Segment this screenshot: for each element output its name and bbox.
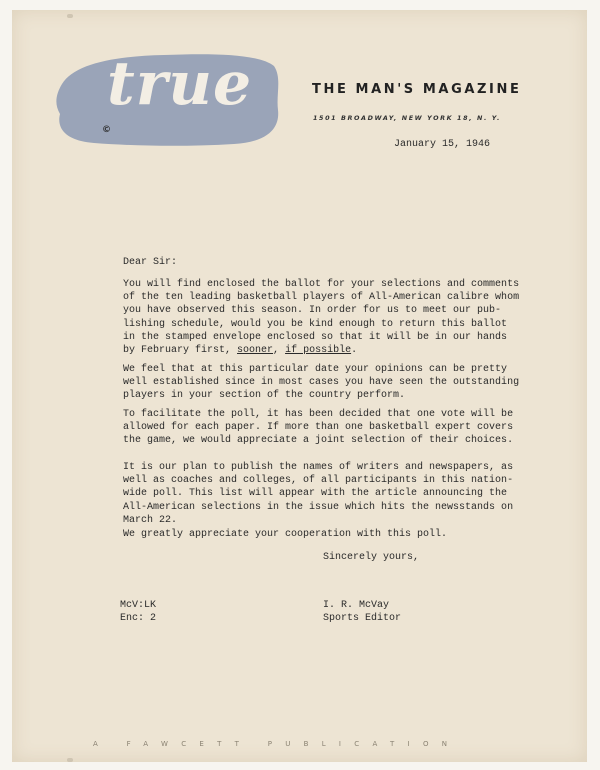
paragraph-line: It is our plan to publish the names of writers and newspapers, as (123, 462, 514, 473)
typist-initials: McV:LK (120, 600, 157, 611)
paragraph-line: well as coaches and colleges, of all participants in this nation- (123, 475, 514, 487)
signer-name: I. R. McVay (323, 600, 390, 611)
paragraph-2 (123, 363, 520, 403)
paper-mark (67, 14, 73, 18)
paragraph-line: in the stamped envelope enclosed so that it will be in our hands (123, 331, 508, 343)
line-prefix: by February first, (123, 345, 238, 357)
underlined-word-sooner: sooner (237, 345, 274, 357)
paragraph-line: We greatly appreciate your cooperation with this poll. (123, 529, 448, 540)
letter-date: January 15, 1946 (394, 139, 491, 150)
copyright-mark: © (102, 125, 111, 135)
paragraph-line: wide poll. This list will appear with the article announcing the (123, 488, 508, 500)
paragraph-line: you have observed this season. In order for us to meet our pub- (123, 305, 502, 317)
paragraph-line: players in your section of the country perform. (123, 390, 406, 402)
paragraph-5 (123, 528, 513, 541)
paragraph-4 (123, 461, 513, 527)
line-separator: , (273, 345, 286, 357)
line-suffix: . (351, 345, 358, 357)
reference-initials (120, 599, 156, 625)
paragraph-line: lishing schedule, would you be kind enough to return this ballot (123, 318, 508, 330)
paragraph-line: allowed for each paper. If more than one basketball expert covers (123, 422, 514, 434)
magazine-tagline: THE MAN'S MAGAZINE (312, 82, 522, 97)
magazine-address: 1501 BROADWAY, NEW YORK 18, N. Y. (313, 114, 501, 122)
signature-block (323, 599, 401, 625)
paragraph-line: You will find enclosed the ballot for your selections and comments (123, 279, 520, 290)
salutation: Dear Sir: (123, 257, 178, 268)
paragraph-line: All-American selections in the issue which hits the newsstands on (123, 501, 514, 513)
footer-publisher: A FAWCETT PUBLICATION (93, 740, 461, 748)
paragraph-last-line (123, 344, 513, 357)
paragraph-line: March 22. (123, 514, 178, 526)
paragraph-line: the game, we would appreciate a joint selection of their choices. (123, 435, 514, 447)
paragraph-3 (123, 408, 513, 448)
paragraph-line: To facilitate the poll, it has been decided that one vote will be (123, 409, 514, 420)
closing: Sincerely yours, (323, 552, 420, 563)
paragraph-line: well established since in most cases you have seen the outstanding (123, 377, 520, 389)
enclosures-note: Enc: 2 (120, 613, 157, 625)
paragraph-line: We feel that at this particular date your opinions can be pretty (123, 364, 508, 375)
paper-mark (67, 758, 73, 762)
logo-wordmark: true (107, 49, 253, 119)
signer-title: Sports Editor (323, 613, 402, 625)
underlined-phrase-if-possible: if possible (285, 345, 352, 357)
paragraph-line: of the ten leading basketball players of All-American calibre whom (123, 292, 520, 304)
paragraph-1 (123, 278, 520, 357)
